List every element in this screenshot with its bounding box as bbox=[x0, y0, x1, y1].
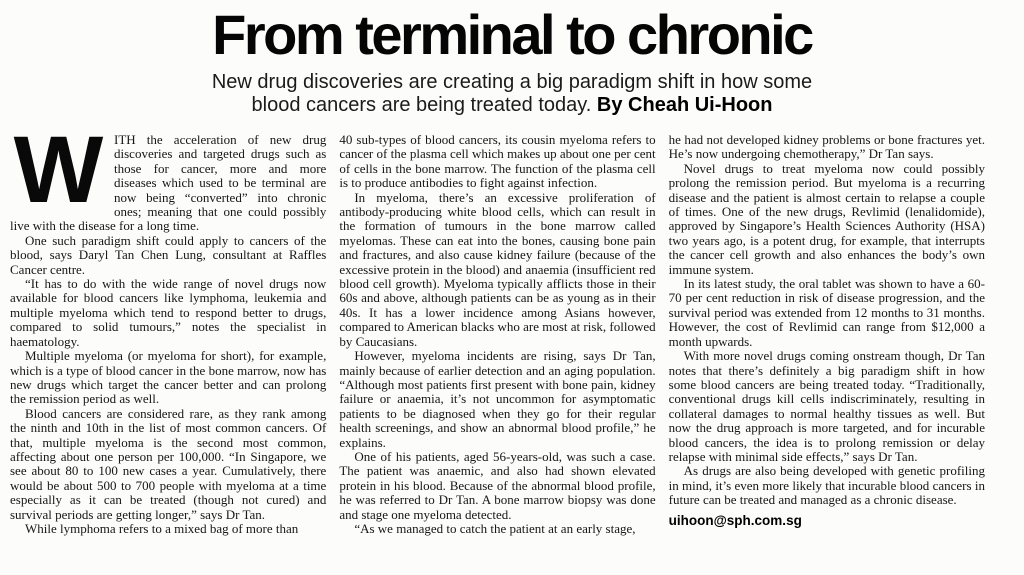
byline: By Cheah Ui-Hoon bbox=[596, 94, 773, 116]
author-email: uihoon@sph.com.sg bbox=[668, 512, 802, 528]
paragraph: With more novel drugs coming onstream though, Dr Tan notes that there’s definitely a big paradigm shift in how some blood cancers are being treated today. “Traditionally, conventional drugs kill cells indiscriminately, resulting in collateral damages to normal healthy tissues as well. But now the drug approach is more targeted, and for incurable blood cancers, the idea is to prolong remission or delay relapse with minimal side effects,” says Dr Tan. bbox=[668, 348, 985, 464]
paragraph: As drugs are also being developed with genetic profiling in mind, it’s even more likely that incurable blood cancers in future can be treated and managed as a chronic disease. bbox=[668, 463, 985, 508]
paragraph: In myeloma, there’s an excessive proliferation of antibody-producing white blood cells, which can result in the formation of tumours in the bone marrow called myelomas. These can eat into the bones, causing bone pain and fractures, and also cause kidney failure (because of the excessive protein in the blood) and anaemia (insufficient red blood cell growth). Myeloma typically afflicts those in their 60s and above, although patients can be as young as in their 40s. It has a lower incidence among Asians however, compared to American blacks who are most at risk, followed by Caucasians. bbox=[339, 189, 656, 349]
paragraph: he had not developed kidney problems or bone fractures yet. He’s now undergoing chemotherapy,” Dr Tan says. bbox=[668, 133, 985, 162]
paragraph: Multiple myeloma (or myeloma for short), for example, which is a type of blood cancer in the bone marrow, now has new drugs which target the cancer better and can prolong the remission period as well. bbox=[10, 348, 327, 407]
article-body bbox=[10, 133, 985, 557]
paragraph: Blood cancers are considered rare, as they rank among the ninth and 10th in the list of most common cancers. Of that, multiple myeloma is the second most common, affecting about one person per 100,000. “In Singapore, we see about 80 to 100 new cases a year. Cumulatively, there would be about 500 to 700 people with myeloma at a time especially as it can be treated (though not cured) and survival periods are getting longer,” says Dr Tan. bbox=[10, 405, 327, 522]
column-3 bbox=[669, 133, 985, 557]
paragraph: In its latest study, the oral tablet was shown to have a 60-70 per cent reduction in risk of disease progression, and the survival period was extended from 12 months to 31 months. However, the cost of Revlimid can range from $12,000 a month upwards. bbox=[668, 276, 985, 349]
column-1 bbox=[10, 133, 326, 557]
column-2 bbox=[339, 133, 655, 557]
paragraph-text: ITH the acceleration of new drug discoveries and targeted drugs such as those for cancer, more and more diseases which used to be terminal are now being “converted” into chronic ones; meaning that one could possibly live with the disease for a long time. bbox=[10, 133, 327, 234]
paragraph: 40 sub-types of blood cancers, its cousin myeloma refers to cancer of the plasma cell which makes up about one per cent of cells in the bone marrow. The function of the plasma cell is to produce antibodies to fight against infection. bbox=[339, 133, 656, 191]
paragraph: Novel drugs to treat myeloma now could possibly prolong the remission period. But myeloma is a recurring disease and the patient is almost certain to relapse a couple of times. One of the new drugs, Revlimid (lenalidomide), approved by Singapore’s Health Sciences Authority (HSA) two years ago, is a potent drug, for example, that interrupts the cancer cell growth and also enhances the body’s own immune system. bbox=[668, 160, 985, 277]
article-title: From terminal to chronic bbox=[212, 3, 812, 66]
drop-cap: W bbox=[13, 133, 104, 223]
paragraph bbox=[10, 133, 326, 234]
paragraph: One of his patients, aged 56-years-old, was such a case. The patient was anaemic, and also had shown elevated protein in his blood. Because of the abnormal blood profile, he was referred to Dr Tan. A bone marrow biopsy was done and stage one myeloma detected. bbox=[339, 448, 656, 522]
paragraph: “It has to do with the wide range of novel drugs now available for blood cancers like lymphoma, leukemia and multiple myeloma which tend to respond better to drugs, compared to solid tumours,” notes the specialist in haematology. bbox=[10, 276, 327, 349]
paragraph: “As we managed to catch the patient at an early stage, bbox=[354, 520, 636, 536]
article-subtitle bbox=[187, 71, 837, 117]
subtitle-text: New drug discoveries are creating a big paradigm shift in how some blood cancers are being treated today. bbox=[211, 71, 813, 116]
paragraph: One such paradigm shift could apply to cancers of the blood, says Daryl Tan Chen Lung, consultant at Raffles Cancer centre. bbox=[10, 232, 327, 277]
paragraph: However, myeloma incidents are rising, says Dr Tan, mainly because of earlier detection and an aging population. “Although most patients first present with bone pain, kidney failure or anaemia, it’s not uncommon for asymptomatic patients to be diagnosed when they go for their regular health screenings, and show an abnormal blood profile,” he explains. bbox=[339, 348, 656, 450]
paragraph: While lymphoma refers to a mixed bag of more than bbox=[25, 520, 299, 536]
